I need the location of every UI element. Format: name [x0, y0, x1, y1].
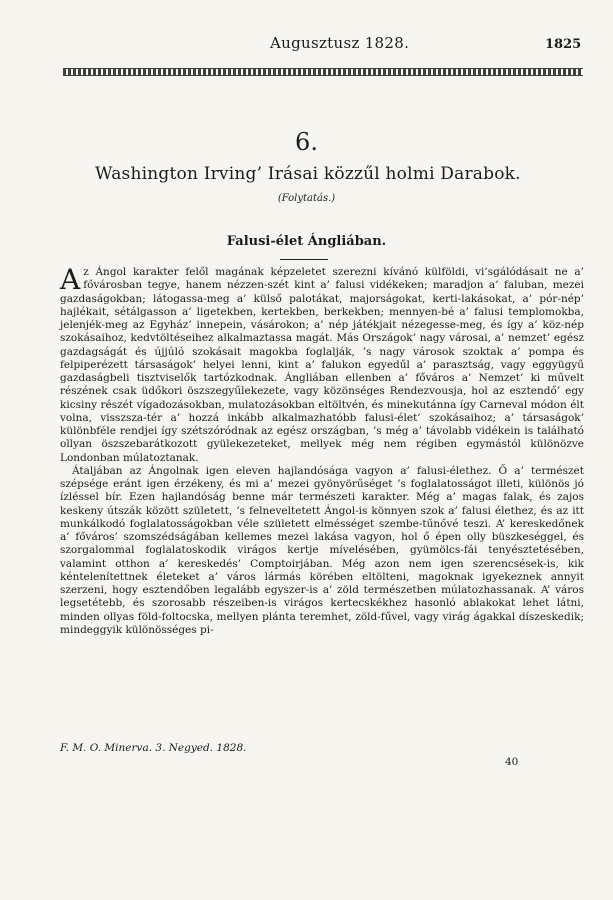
running-head: [0, 34, 613, 56]
section-title: Falusi-élet Ángliában.: [226, 234, 387, 249]
paragraph-1-text: z Ángol karakter felől magának képzeletet szerezni kívánó külföldi, vi’sgálódásait ne a’ fővárosban tegye, hanem nézzen-szét kint a’ falusi vidékeken; maradjon a’ faluban, mezei gazdaságokban; látogassa-meg a’ külső palotákat, majorságokat, kerti-lakásokat, a’ pór-nép’ hajlékait, sétálgasson a’ ligetekben, kertekben, berkekben; mennyen-bé a’ falusi templomokba, jelenjék-meg az Egyház’ innepein, vásárokon; a’ nép játékjait nézegesse-meg, és így a’ köz-nép szokásaihoz, kedvtöltéseihez alkalmaztassa magát. Más Országok’ nagy városai, a’ nemzet’ egész gazdagságát és újjúló szokásait magokba foglalják, ’s nagy városok szoktak a’ pompa és felpiperézett társaságok’ helyei lenni, kint a’ falukon egyedűl a’ parasztság, vagy eggyügyű gazdaságbeli tisztviselők tartózkodnak. Ángliában ellenben a’ főváros a’ Nemzet’ ki művelt részének csak üdőkori öszszegyűlekezete, vagy közönséges Rendezvousja, hol az esztendő’ egy kicsiny részét vígadozásokban, mulatozásokban eltöltvén, és minekutánna így Carneval módon élt volna, visszsza-tér a’ hozzá inkább alkalmazhatóbb falusi-élet’ szokásaihoz; a’ társaságok’ különbféle rendjei így szétszóródnak az egész országban, ’s még a’ távolabb vidékein is található ollyan öszszebarátkozott gyülekezeteket, mellyek még nem régiben egymástól különözve Londonban múlatoztanak.: [60, 266, 584, 464]
article-number: 6.: [295, 128, 318, 156]
page-number: 1825: [545, 37, 582, 52]
running-title: Augusztusz 1828.: [270, 34, 410, 52]
sheet-signature: 40: [505, 756, 519, 768]
article-title: Washington Irving’ Irásai közzűl holmi Darabok.: [95, 164, 521, 184]
article-body: [60, 263, 584, 637]
paragraph-1: [60, 263, 584, 465]
paragraph-2: Átaljában az Ángolnak igen eleven hajlandósága vagyon a’ falusi-élethez. Ő a’ természet szépsége eránt igen érzékeny, és mi a’ mezei gyönyörűséget ’s foglalatosságot illeti, különös jó ízléssel bír. Ezen hajlandóság benne már természeti karakter. Még a’ magas falak, és zajos keskeny útszák között született, ’s felneveltetett Ángol-is könnyen szok a’ falusi élethez, és az itt munkálkodó foglalatosságokban véle született elmésséget szembe-tűnővé teszi. A’ kereskedőnek a’ főváros’ szomszédságában kellemes mezei lakása vagyon, hol ő épen olly büszkeséggel, és szorgalommal foglalatoskodik virágos kertje mívelésében, gyümölcs-fái tenyésztetésében, valamint otthon a’ kereskedés’ Comptoirjában. Még azon nem igen szerencsések-is, kik kéntelenítettnek életeket a’ város lármás körében eltölteni, magoknak igyekeznek annyit szerzeni, hogy esztendőben legalább egyszer-is a’ zöld természetben múlatozhassanak. A’ város legsetétebb, és szorosabb részeiben-is virágos kertecskékhez hasonló ablakokat lehet látni, minden ollyas föld-foltocska, mellyen plánta teremhet, zöld-fűvel, vagy virág ágakkal díszeskedik; mindeggyik különösséges pi-: [60, 464, 584, 636]
imprint-line: F. M. O. Minerva. 3. Negyed. 1828.: [60, 742, 247, 754]
ornament-divider: [63, 68, 583, 76]
drop-cap: A: [60, 263, 81, 296]
section-rule: [280, 259, 328, 260]
article-subtitle: (Folytatás.): [277, 193, 336, 204]
